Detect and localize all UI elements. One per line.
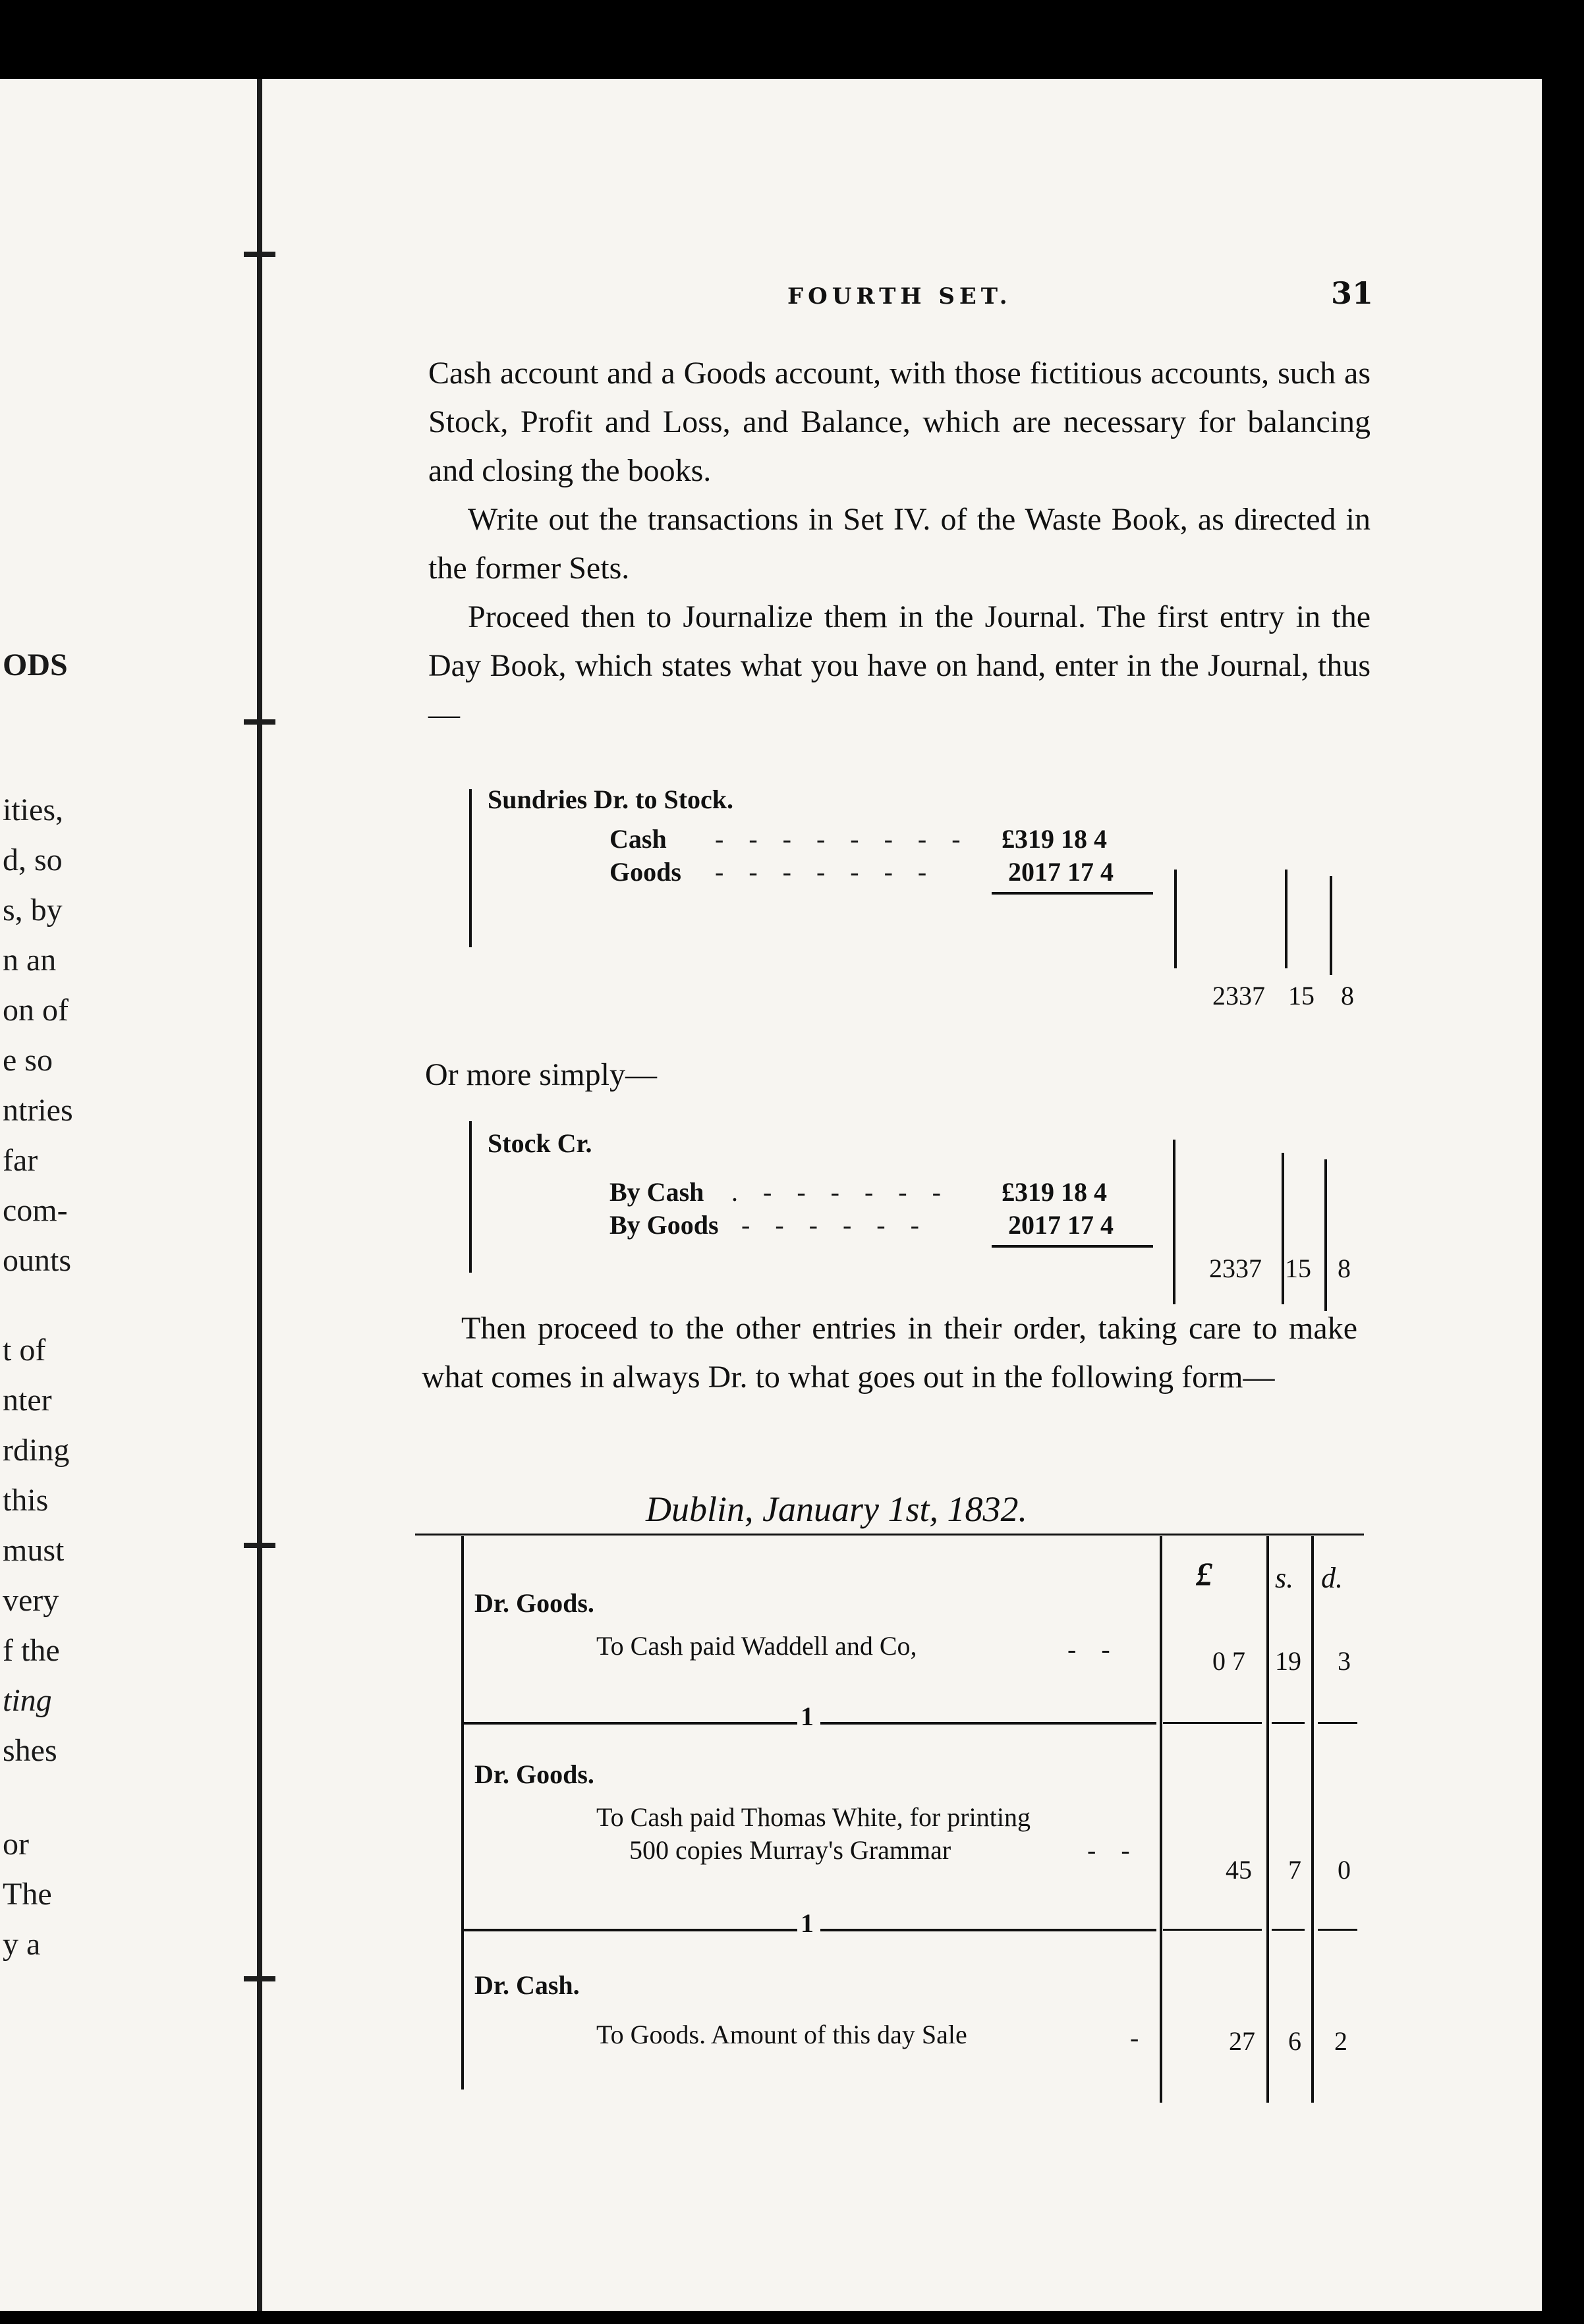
left-fragment: ODS [3,648,68,682]
paragraph: Then proceed to the other entries in their order, taking care to make what comes in always Dr. to what goes out in the following form— [422,1311,1357,1395]
amount-pounds: 27 [1229,2026,1255,2056]
left-fragment: n an [3,943,57,978]
ledger-rule [1311,1536,1314,2103]
journal-entry-text: 500 copies Murray's Grammar [629,1835,951,1865]
left-fragment: very [3,1583,59,1618]
left-fragment: com- [3,1193,68,1228]
entry-line-label: By Goods [609,1210,719,1240]
amount-pence: 3 [1338,1646,1351,1676]
left-fragment: s, by [3,893,63,927]
left-fragment: shes [3,1733,57,1768]
binding-tick [244,1976,275,1981]
leader-dots: . - - - - - - [731,1177,950,1207]
entry-separator-number: 1 [801,1702,814,1731]
col-header-pence: d. [1321,1562,1343,1594]
left-fragment: ntries [3,1093,73,1128]
entry-separator-rule [820,1722,1156,1725]
entry-line-label: Cash [609,824,667,854]
leader-dots: - [1130,2023,1148,2053]
total-shillings: 15 [1285,1254,1311,1283]
leader-dots: - - - - - - - [715,857,936,887]
ledger-rule [469,789,472,947]
left-fragment: must [3,1533,65,1568]
amount-pence: 2 [1334,2026,1347,2056]
left-fragment: rding [3,1433,70,1468]
amount-shillings: 19 [1275,1646,1301,1676]
ledger-rule [1173,1140,1175,1304]
left-fragment: on of [3,993,69,1028]
amount-shillings: 6 [1288,2026,1301,2056]
total-pounds: 2337 [1212,981,1265,1010]
left-fragment: ounts [3,1243,72,1278]
leader-dots: - - [1067,1634,1119,1664]
amount-shillings: 7 [1288,1855,1301,1885]
left-fragment: ities, [3,792,63,827]
left-fragment: or [3,1827,29,1862]
entry-line-label: Goods [609,857,681,887]
entry-separator-rule [461,1929,797,1931]
entry-separator-rule [1318,1722,1357,1724]
ledger-rule [1324,1159,1327,1311]
entry-separator-rule [1163,1722,1262,1724]
entry-line-amount: £319 18 4 [1002,824,1107,854]
entry-line-amount: £319 18 4 [1002,1177,1107,1207]
total-shillings: 15 [1288,981,1315,1010]
entry-separator-rule [1272,1929,1305,1931]
ledger-rule [1266,1536,1269,2103]
sum-rule [992,1245,1153,1248]
entry-line-amount: 2017 17 4 [1008,857,1114,887]
entry-separator-rule [1318,1929,1357,1931]
leader-dots: - - [1087,1835,1139,1865]
ledger-rule [1160,1536,1162,2103]
journal-entry-heading: Dr. Goods. [474,1588,594,1618]
entry-heading: Stock Cr. [488,1128,592,1158]
col-header-shillings: s. [1275,1562,1294,1594]
entry-separator-rule [1163,1929,1262,1931]
paragraph: Proceed then to Journalize them in the Journal. The first entry in the Day Book, which states what you have on hand, enter in the Journal, thus— [428,599,1371,732]
left-fragment: The [3,1877,52,1912]
entry-separator-rule [1272,1722,1305,1724]
entry-separator-rule [820,1929,1156,1931]
left-fragment: e so [3,1043,53,1078]
binding-tick [244,1543,275,1548]
paragraph: Write out the transactions in Set IV. of the Waste Book, as directed in the former Sets. [428,502,1371,586]
entry-line-label: By Cash [609,1177,704,1207]
journal-top-rule [415,1534,1364,1536]
left-fragment: this [3,1483,49,1518]
running-header: FOURTH SET. [787,283,1012,310]
left-fragment: d, so [3,843,63,877]
amount-pence: 0 [1338,1855,1351,1885]
ledger-rule [1174,870,1177,968]
book-page [0,79,1542,2311]
left-fragment: y a [3,1927,41,1962]
journal-entry-heading: Dr. Goods. [474,1759,594,1789]
journal-entry-heading: Dr. Cash. [474,1970,580,2000]
entry-line-amount: 2017 17 4 [1008,1210,1114,1240]
left-fragment: ting [3,1683,52,1718]
ledger-rule [1285,870,1287,968]
binding-tick [244,719,275,725]
paragraph: Cash account and a Goods account, with those fictitious accounts, such as Stock, Profit and Loss, and Balance, which are necessary for balancing and closing the books. [428,356,1371,488]
left-fragment: far [3,1143,38,1178]
amount-pounds: 45 [1226,1855,1252,1885]
ledger-rule [1330,876,1332,975]
binding-tick [244,252,275,257]
ledger-rule [461,1536,464,2089]
col-header-pounds: £ [1196,1555,1212,1592]
amount-pounds: 0 7 [1212,1646,1245,1676]
leader-dots: - - - - - - - - [715,824,970,854]
page-number: 31 [1331,275,1374,311]
ledger-rule [1282,1153,1284,1304]
journal-entry-text: To Cash paid Waddell and Co, [596,1631,917,1661]
entry-separator-number: 1 [801,1908,814,1938]
entry-separator-rule [461,1722,797,1725]
left-fragment: nter [3,1383,52,1418]
journal-entry-text: To Goods. Amount of this day Sale [596,2020,967,2049]
entry-heading: Sundries Dr. to Stock. [488,785,734,814]
total-pence: 8 [1341,981,1354,1010]
paragraph: Or more simply— [425,1057,657,1092]
total-pence: 8 [1338,1254,1351,1283]
journal-entry-text: To Cash paid Thomas White, for printing [596,1802,1031,1832]
ledger-rule [469,1121,472,1273]
sum-rule [992,892,1153,895]
left-fragment: t of [3,1333,46,1368]
left-fragment: f the [3,1633,60,1668]
journal-caption: Dublin, January 1st, 1832. [646,1489,1027,1529]
leader-dots: - - - - - - [741,1210,928,1240]
total-pounds: 2337 [1209,1254,1262,1283]
